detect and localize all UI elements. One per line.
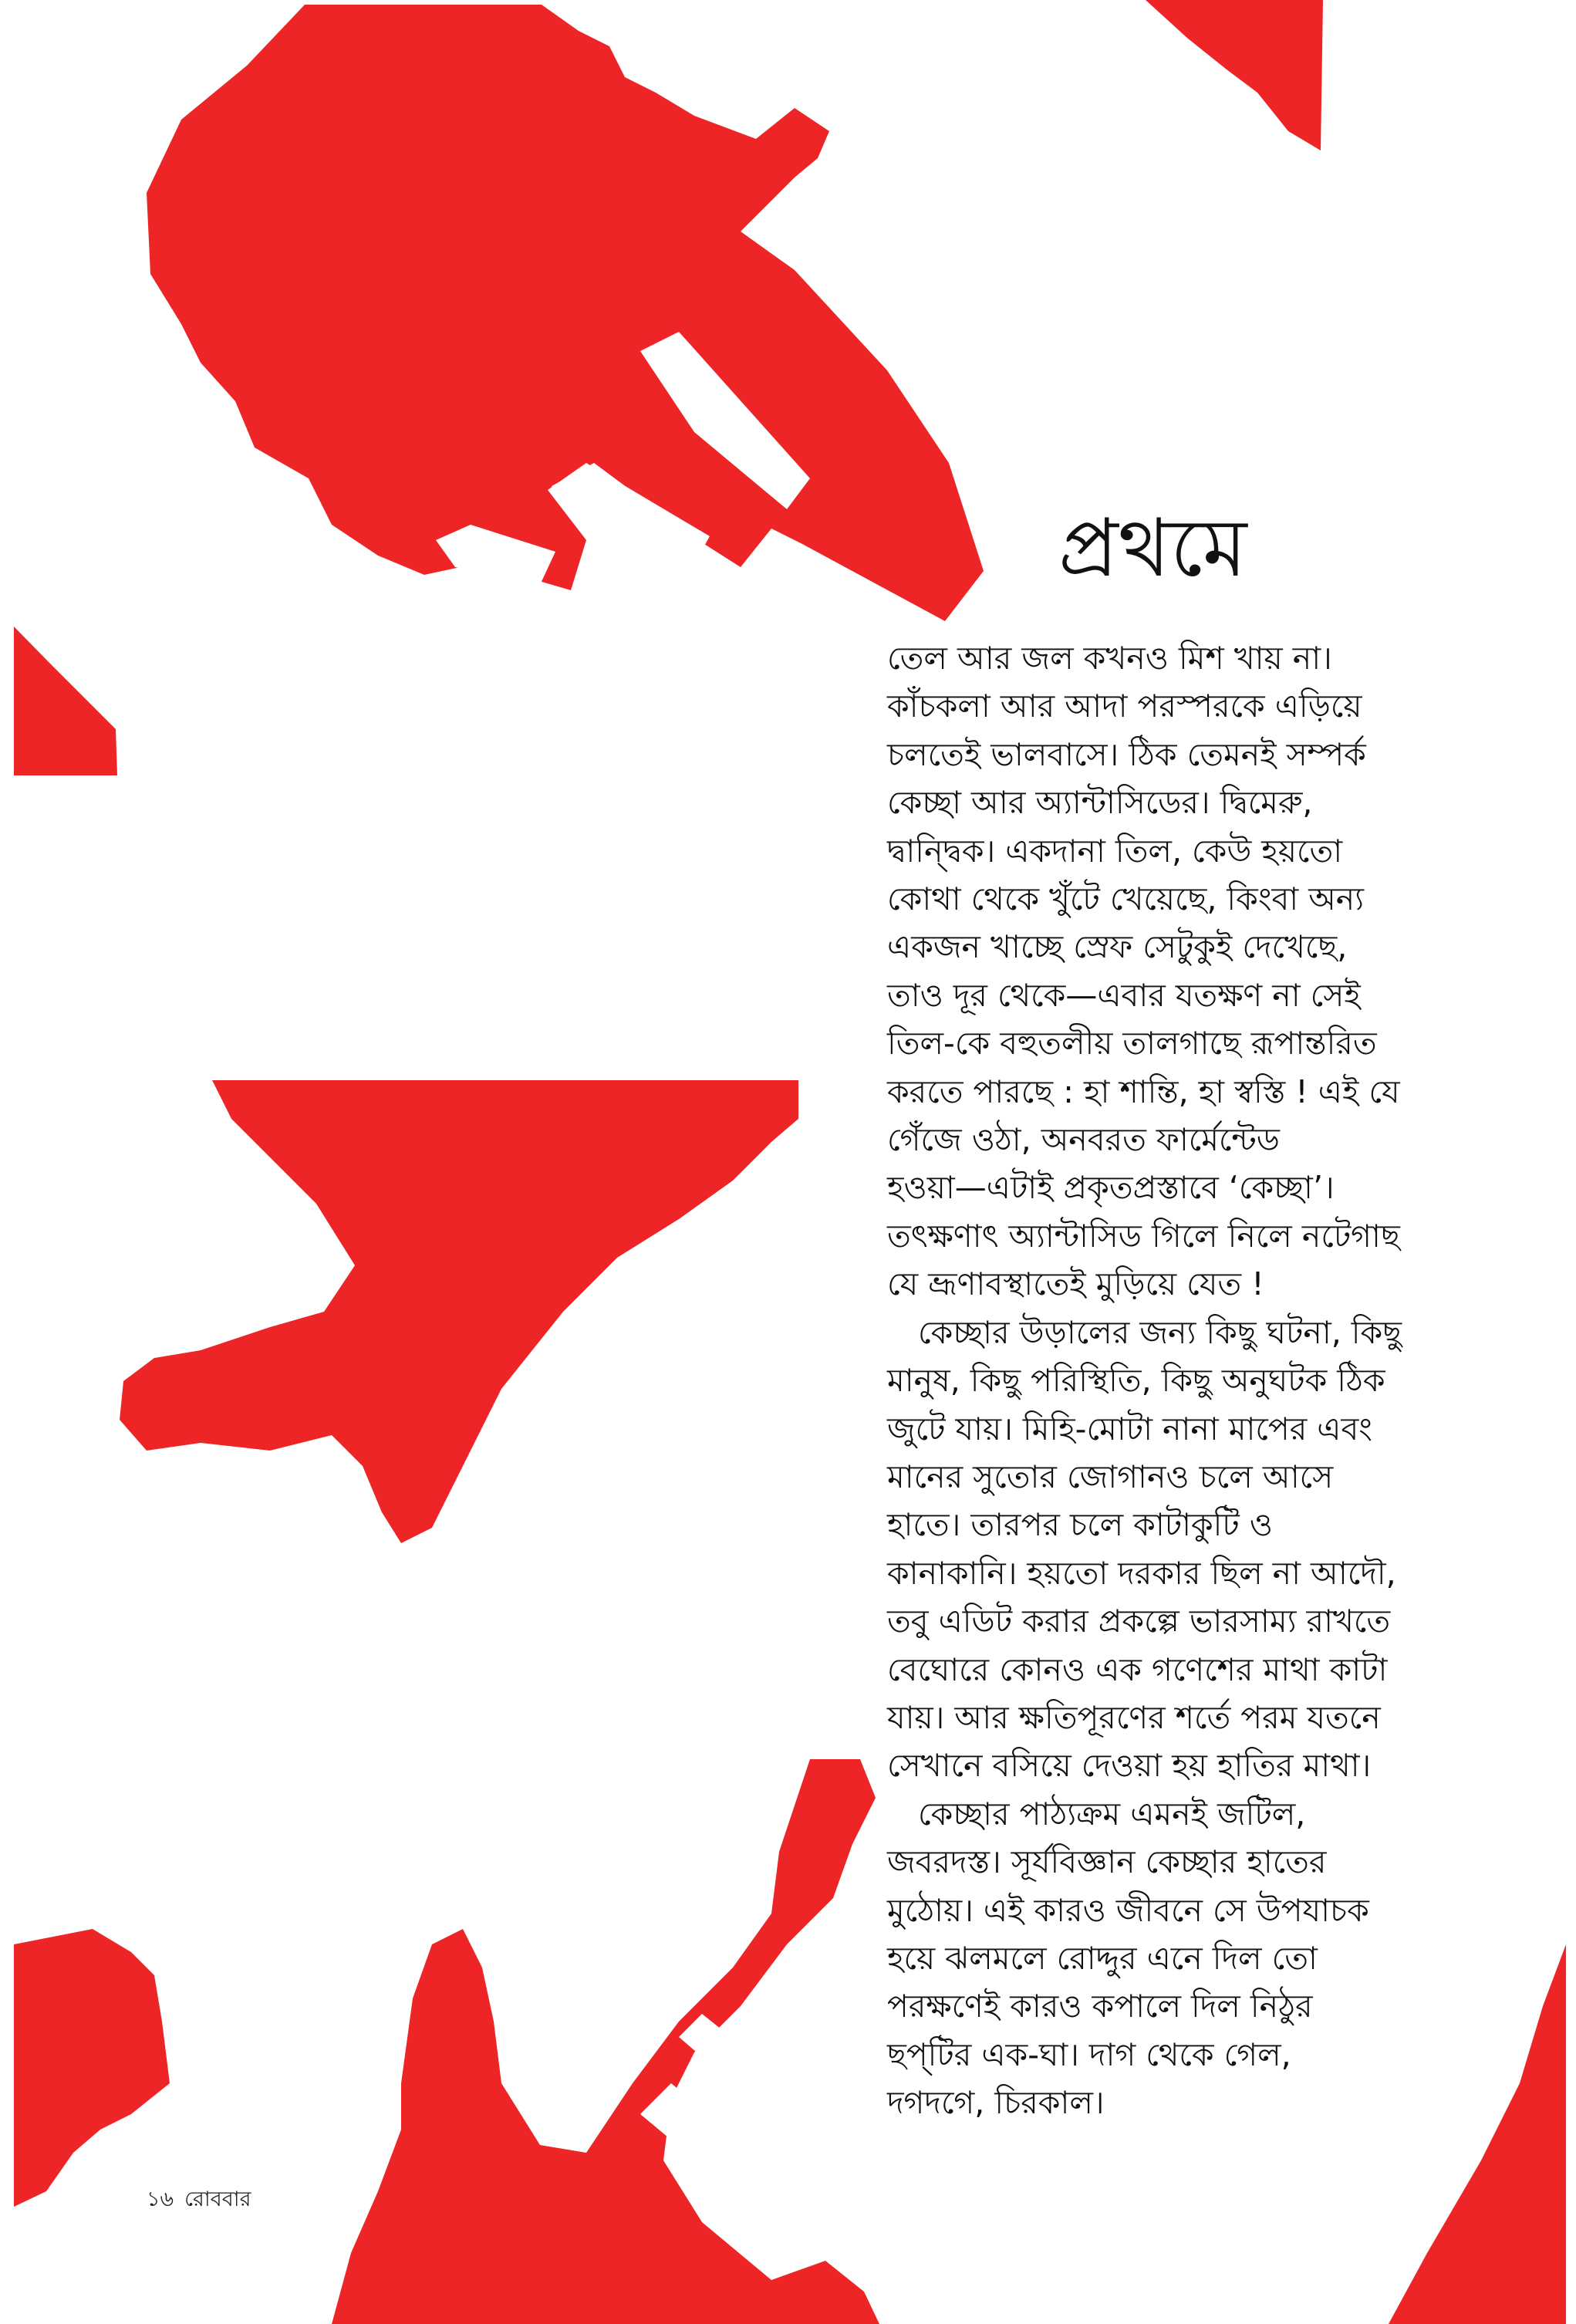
text-line: পরক্ষণেই কারও কপালে দিল নিঠুর	[887, 1988, 1313, 2025]
text-line: হওয়া—এটাই প্রকৃতপ্রস্তাবে ‘কেচ্ছা’।	[887, 1169, 1335, 1207]
middle-hand-shape	[120, 1080, 798, 1543]
text-line: জবরদস্ত। সূর্যবিজ্ঞান কেচ্ছার হাতের	[887, 1843, 1327, 1881]
text-line: সেখানে বসিয়ে দেওয়া হয় হাতির মাথা।	[887, 1747, 1372, 1785]
text-line: জুটে যায়। মিহি-মোটা নানা মাপের এবং	[887, 1410, 1372, 1447]
text-line: মানুষ, কিছু পরিস্থিতি, কিছু অনুঘটক ঠিক	[887, 1362, 1385, 1400]
text-line: হাতে। তারপর চলে কাটাকুটি ও	[887, 1506, 1273, 1544]
text-line: দ্বান্দ্বিক। একদানা তিল, কেউ হয়তো	[887, 832, 1343, 870]
text-line: কেচ্ছার পাঠ্যক্রম এমনই জটিল,	[918, 1795, 1306, 1833]
text-line: তৎক্ষণাৎ অ্যান্টাসিড গিলে নিলে নটেগাছ	[887, 1217, 1400, 1255]
article-title: প্রথমে	[1058, 501, 1247, 595]
paragraph-1	[887, 634, 1427, 1309]
text-line: বেঘোরে কোনও এক গণেশের মাথা কাটা	[887, 1650, 1388, 1688]
text-line: গেঁজে ওঠা, অনবরত ফার্মেন্টেড	[887, 1121, 1280, 1159]
publication-name: রোববার	[184, 2187, 251, 2211]
paragraph-3	[887, 1790, 1427, 2127]
text-line: ছপ্‌টির এক-ঘা। দাগ থেকে গেল,	[887, 2035, 1291, 2073]
text-line: তিল-কে বহুতলীয় তালগাছে রূপান্তরিত	[887, 1025, 1377, 1062]
text-line: করতে পারছে : হা শান্তি, হা স্বস্তি ! এই যে	[887, 1072, 1400, 1110]
article-body	[887, 634, 1427, 2127]
text-line: যে ভ্রূণাবস্থাতেই মুড়িয়ে যেত !	[887, 1265, 1264, 1303]
text-line: কেচ্ছার উড়ালের জন্য কিছু ঘটনা, কিছু	[918, 1313, 1402, 1351]
text-line: কানাকানি। হয়তো দরকার ছিল না আদৌ,	[887, 1554, 1396, 1592]
top-hand-shape	[147, 5, 984, 621]
text-line: হয়ে ঝলমলে রোদ্দুর এনে দিল তো	[887, 1939, 1318, 1977]
text-line: তেল আর জল কখনও মিশ খায় না।	[887, 640, 1332, 677]
text-line: মানের সুতোর জোগানও চলে আসে	[887, 1458, 1334, 1495]
text-line: যায়। আর ক্ষতিপূরণের শর্তে পরম যতনে	[887, 1698, 1381, 1736]
paragraph-2	[887, 1309, 1427, 1790]
page-footer	[147, 2184, 251, 2218]
text-line: চলতেই ভালবাসে। ঠিক তেমনই সম্পর্ক	[887, 735, 1366, 773]
text-line: তাও দূর থেকে—এবার যতক্ষণ না সেই	[887, 976, 1361, 1014]
text-line: কাঁচকলা আর আদা পরস্পরকে এড়িয়ে	[887, 687, 1362, 725]
bottom-left-corner-shape	[14, 1929, 170, 2207]
top-right-corner-shape	[1146, 0, 1323, 150]
page-number: ১৬	[147, 2187, 174, 2211]
text-line: কেচ্ছা আর অ্যান্টাসিডের। দ্বিমেরু,	[887, 784, 1313, 822]
left-edge-wedge	[14, 627, 117, 775]
bottom-hand-shape	[332, 1759, 879, 2324]
text-line: তবু এডিট করার প্রকল্পে ভারসাম্য রাখতে	[887, 1603, 1391, 1640]
text-line: একজন খাচ্ছে স্রেফ সেটুকুই দেখেছে,	[887, 928, 1348, 966]
text-line: মুঠোয়। এই কারও জীবনে সে উপযাচক	[887, 1891, 1369, 1929]
text-line: দগদগে, চিরকাল।	[887, 2084, 1105, 2122]
text-line: কোথা থেকে খুঁটে খেয়েছে, কিংবা অন্য	[887, 880, 1365, 918]
